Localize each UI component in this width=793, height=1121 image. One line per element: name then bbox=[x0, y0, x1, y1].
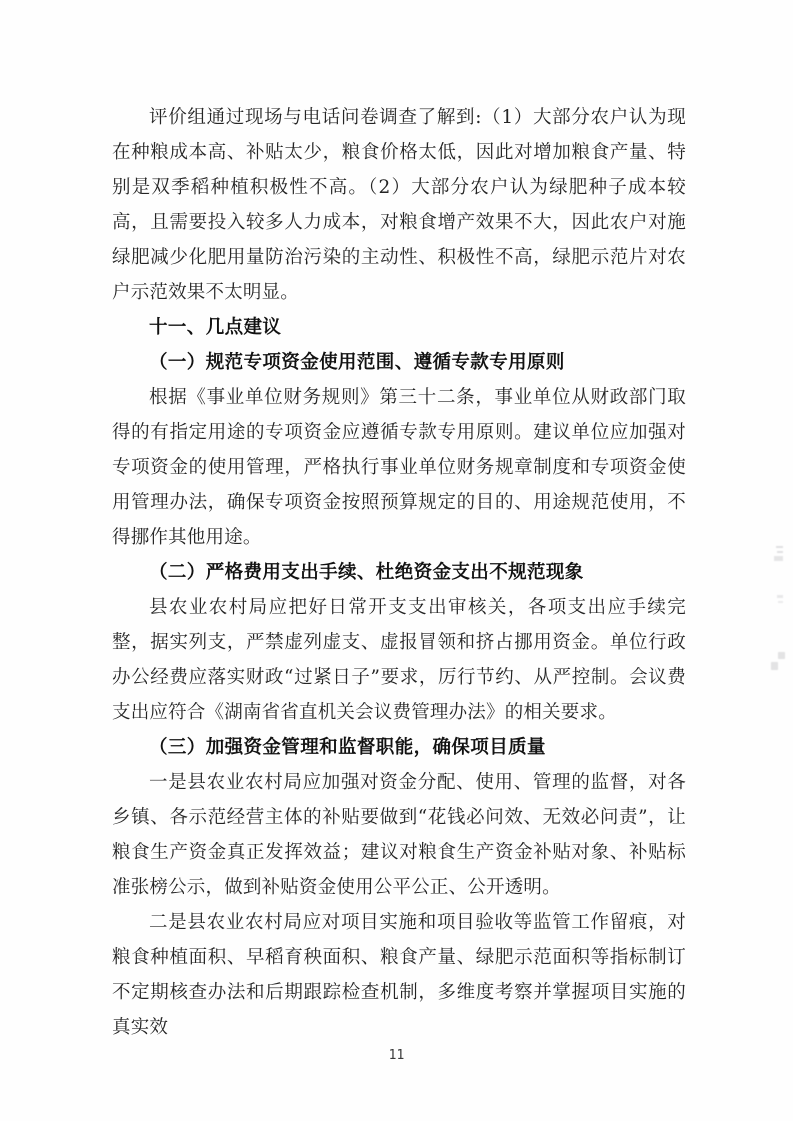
body-paragraph: 二是县农业农村局应对项目实施和项目验收等监管工作留痕，对粮食种植面积、早稻育秧面积、粮食产量、绿肥示范面积等指标制订不定期核查办法和后期跟踪检查机制，多维度考察并掌握项目实施的真实效 bbox=[112, 912, 686, 1038]
body-paragraph: 根据《事业单位财务规则》第三十二条，事业单位从财政部门取得的有指定用途的专项资金应遵循专款专用原则。建议单位应加强对专项资金的使用管理，严格执行事业单位财务规章制度和专项资金使用管理办法，确保专项资金按照预算规定的目的、用途规范使用，不得挪作其他用途。 bbox=[112, 387, 686, 548]
section-heading: （二）严格费用支出手续、杜绝资金支出不规范现象 bbox=[149, 562, 584, 583]
section-heading: 十一、几点建议 bbox=[149, 317, 282, 338]
body-paragraph: 评价组通过现场与电话问卷调查了解到:（1）大部分农户认为现在种粮成本高、补贴太少，粮食价格太低，因此对增加粮食产量、特别是双季稻种植积极性不高。（2）大部分农户认为绿肥种子成本较高，且需要投入较多人力成本，对粮食增产效果不大，因此农户对施绿肥减少化肥用量防治污染的主动性、积极性不高，绿肥示范片对农户示范效果不太明显。 bbox=[112, 107, 686, 303]
document-body bbox=[112, 100, 686, 1045]
page-number: 11 bbox=[388, 1048, 405, 1063]
scan-smudge bbox=[776, 546, 783, 548]
scan-smudge bbox=[777, 551, 783, 553]
body-paragraph: 县农业农村局应把好日常开支支出审核关，各项支出应手续完整，据实列支，严禁虚列虚支、虚报冒领和挤占挪用资金。单位行政办公经费应落实财政“过紧日子”要求，厉行节约、从严控制。会议费支出应符合《湖南省省直机关会议费管理办法》的相关要求。 bbox=[112, 597, 686, 723]
scan-smudge bbox=[771, 662, 778, 670]
body-paragraph: 一是县农业农村局应加强对资金分配、使用、管理的监督，对各乡镇、各示范经营主体的补贴要做到“花钱必问效、无效必问责”，让粮食生产资金真正发挥效益；建议对粮食生产资金补贴对象、补贴标准张榜公示，做到补贴资金使用公平公正、公开透明。 bbox=[112, 772, 686, 898]
scan-smudge bbox=[778, 652, 785, 659]
section-heading: （三）加强资金管理和监督职能，确保项目质量 bbox=[149, 737, 546, 758]
section-heading: （一）规范专项资金使用范围、遵循专款专用原则 bbox=[149, 352, 565, 373]
scan-smudge bbox=[774, 556, 783, 561]
scan-smudge bbox=[778, 601, 783, 603]
scan-smudge bbox=[777, 595, 783, 598]
